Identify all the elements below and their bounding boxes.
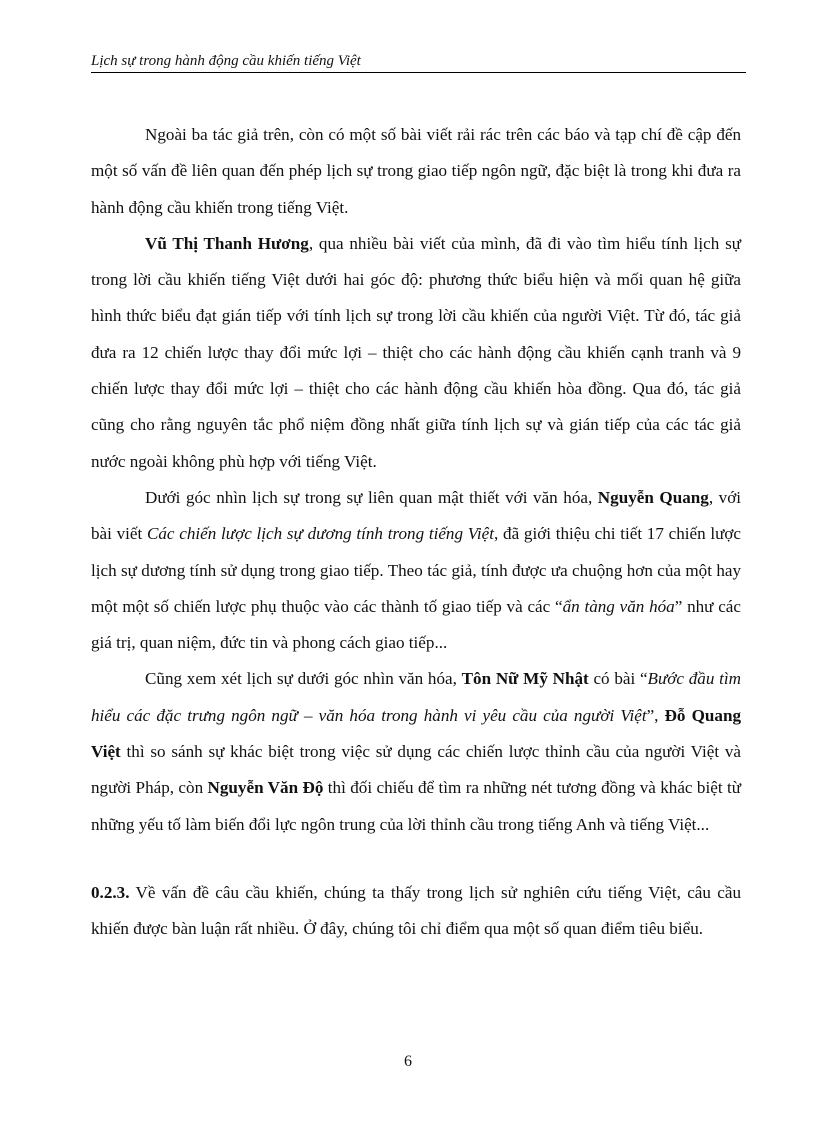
- author-name: Vũ Thị Thanh Hương: [145, 233, 309, 253]
- paragraph-4-mid-2: ”,: [646, 705, 665, 725]
- paragraph-4-mid-1: có bài “: [588, 669, 648, 689]
- author-name: Đỗ Quang Việt: [91, 705, 741, 762]
- paragraph-3-intro: Dưới góc nhìn lịch sự trong sự liên quan mật thiết với văn hóa,: [145, 487, 598, 507]
- paragraph-1: [91, 117, 741, 226]
- author-name: Nguyễn Quang: [597, 487, 709, 507]
- running-header: [91, 50, 746, 73]
- running-header-title: Lịch sự trong hành động cầu khiến tiếng Việt: [91, 53, 361, 69]
- paragraph-3-text: , đã giới thiệu chi tiết 17 chiến lược lịch sự dương tính sử dụng trong giao tiếp. Theo tác giả, tính được ưa chuộng hơn của một hay một một số chiến lược phụ thuộc vào các thành tố giao tiếp và các “: [91, 524, 742, 616]
- paragraph-4-mid-3: thì so sánh sự khác biệt trong việc sử dụng các chiến lược thỉnh cầu của người Việt và người Pháp, còn: [91, 742, 741, 798]
- author-name: Nguyễn Văn Độ: [207, 778, 324, 798]
- page-number-value: 6: [404, 1053, 412, 1070]
- paragraph-5-text: Về vấn đề câu cầu khiến, chúng ta thấy trong lịch sử nghiên cứu tiếng Việt, câu cầu khiến được bàn luận rất nhiều. Ở đây, chúng tôi chỉ điểm qua một số quan điểm tiêu biểu.: [91, 882, 741, 939]
- section-number: 0.2.3.: [91, 882, 130, 902]
- paragraph-2-text: , qua nhiều bài viết của mình, đã đi vào tìm hiểu tính lịch sự trong lời cầu khiến tiếng Việt dưới hai góc độ: phương thức biểu hiện và mối quan hệ giữa hình thức biểu đạt gián tiếp với tính lịch sự trong lời cầu khiến của người Việt. Từ đó, tác giả đưa ra 12 chiến lược thay đổi mức lợi – thiệt cho các hành động cầu khiến cạnh tranh và 9 chiến lược thay đổi mức lợi – thiệt cho các hành động cầu khiến hòa đồng. Qua đó, tác giả cũng cho rằng nguyên tắc phổ niệm đồng nhất giữa tính lịch sự và gián tiếp của các tác giả nước ngoài không phù hợp với tiếng Việt.: [91, 233, 741, 471]
- author-name: Tôn Nữ Mỹ Nhật: [461, 669, 589, 689]
- paragraph-5: [91, 875, 741, 948]
- paragraph-3-end: ” như các giá trị, quan niệm, đức tin và phong cách giao tiếp...: [91, 596, 741, 653]
- document-body: [91, 117, 741, 948]
- paragraph-4-end: thì đối chiếu để tìm ra những nét tương đồng và khác biệt từ những yếu tố làm biến đổi lực ngôn trung của lời thỉnh cầu trong tiếng Anh và tiếng Việt...: [91, 778, 741, 834]
- paragraph-2: [91, 226, 741, 480]
- paragraph-1-text: Ngoài ba tác giả trên, còn có một số bài viết rải rác trên các báo và tạp chí đề cập đến một số vấn đề liên quan đến phép lịch sự trong giao tiếp ngôn ngữ, đặc biệt là trong khi đưa ra hành động cầu khiến trong tiếng Việt.: [91, 125, 741, 217]
- quoted-term: ẩn tàng văn hóa: [562, 596, 675, 616]
- paragraph-4: [91, 661, 741, 842]
- paragraph-3: [91, 480, 741, 661]
- work-title: Bước đầu tìm hiểu các đặc trưng ngôn ngữ – văn hóa trong hành vi yêu cầu của người Việt: [91, 669, 741, 725]
- page-number: [0, 1051, 816, 1073]
- paragraph-4-intro: Cũng xem xét lịch sự dưới góc nhìn văn hóa,: [145, 669, 462, 689]
- work-title: Các chiến lược lịch sự dương tính trong tiếng Việt: [146, 524, 495, 544]
- paragraph-3-mid: , với bài viết: [91, 487, 741, 544]
